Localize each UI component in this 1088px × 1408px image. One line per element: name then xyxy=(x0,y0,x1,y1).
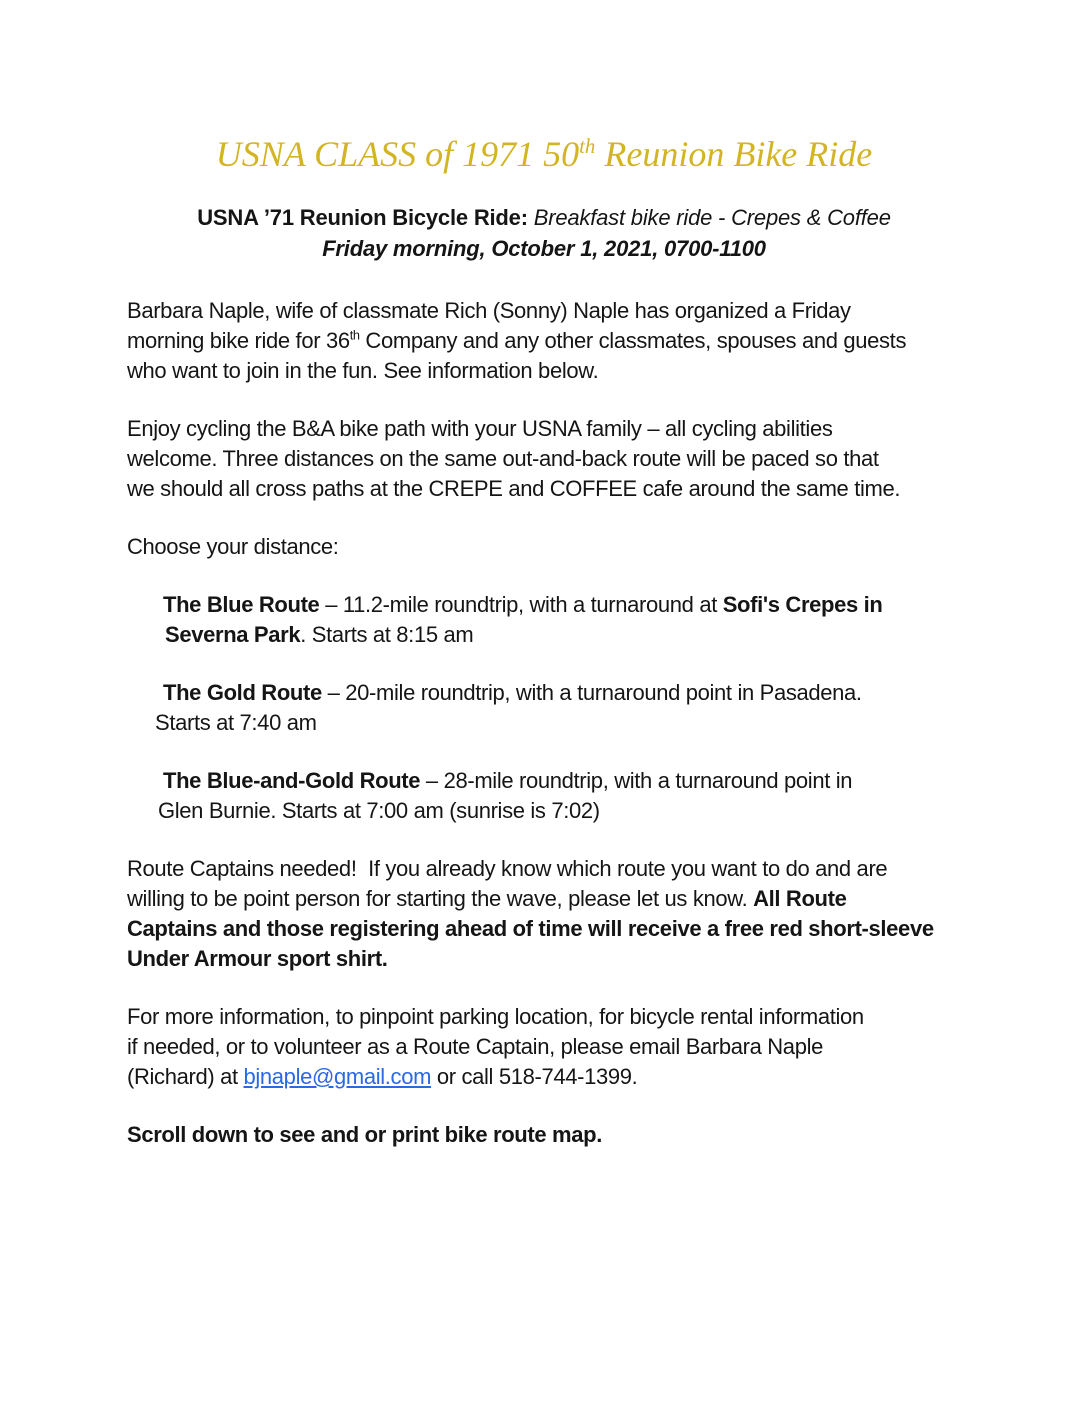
paragraph-line xyxy=(127,532,961,562)
text-run: th xyxy=(349,327,360,343)
title-run: Reunion Bike Ride xyxy=(595,134,873,174)
text-run: – 20-mile roundtrip, with a turnaround point in Pasadena. xyxy=(321,680,862,705)
text-run: welcome. Three distances on the same out-and-back route will be paced so that xyxy=(127,446,879,471)
text-run: or call 518-744-1399. xyxy=(431,1064,638,1089)
title-run: th xyxy=(579,134,596,158)
text-run: Under Armour sport shirt. xyxy=(127,946,388,971)
paragraph-line xyxy=(127,708,961,738)
route-blue-and-gold xyxy=(127,766,961,826)
paragraph-line xyxy=(127,296,961,326)
paragraph-line xyxy=(127,854,961,884)
paragraph-line xyxy=(127,474,961,504)
paragraph-line xyxy=(127,884,961,914)
paragraph-line xyxy=(127,944,961,974)
subtitle-run: USNA ’71 Reunion Bicycle Ride: xyxy=(197,205,534,230)
text-run: Sofi's Crepes in xyxy=(722,592,883,617)
text-run: The Blue-and-Gold Route xyxy=(163,768,421,793)
contact-paragraph xyxy=(127,1002,961,1092)
email-link[interactable]: bjnaple@gmail.com xyxy=(243,1064,432,1089)
text-run: who want to join in the fun. See information below. xyxy=(127,358,599,383)
paragraph-line xyxy=(127,914,961,944)
text-run: Route Captains needed! If you already know which route you want to do and are xyxy=(127,856,888,881)
text-run: Company and any other classmates, spouses and guests xyxy=(359,328,907,353)
text-run: All Route xyxy=(753,886,847,911)
text-run: willing to be point person for starting the wave, please let us know. xyxy=(127,886,754,911)
text-run: we should all cross paths at the CREPE and COFFEE cafe around the same time. xyxy=(127,476,901,501)
paragraph-line xyxy=(127,1032,961,1062)
text-run: if needed, or to volunteer as a Route Captain, please email Barbara Naple xyxy=(127,1034,824,1059)
document-body xyxy=(127,296,961,1150)
document-subtitle xyxy=(127,202,961,264)
paragraph-line xyxy=(127,1002,961,1032)
scroll-note xyxy=(127,1120,961,1150)
subtitle-line xyxy=(127,233,961,264)
paragraph-line xyxy=(127,590,961,620)
text-run: – 28-mile roundtrip, with a turnaround point in xyxy=(420,768,853,793)
subtitle-run: Breakfast bike ride - Crepes & Coffee xyxy=(533,205,891,230)
text-run: (Richard) at xyxy=(127,1064,244,1089)
document-title xyxy=(127,132,961,176)
paragraph-line xyxy=(127,414,961,444)
intro-paragraph xyxy=(127,296,961,386)
text-run: Captains and those registering ahead of time will receive a free red short-sleeve xyxy=(127,916,934,941)
paragraph-line xyxy=(127,356,961,386)
text-run: Barbara Naple, wife of classmate Rich (Sonny) Naple has organized a Friday xyxy=(127,298,851,323)
route-gold xyxy=(127,678,961,738)
text-run: – 11.2-mile roundtrip, with a turnaround at xyxy=(319,592,723,617)
text-run: Scroll down to see and or print bike route map. xyxy=(127,1122,602,1147)
subtitle-run: Friday morning, October 1, 2021, 0700-1100 xyxy=(322,236,766,261)
paragraph-line xyxy=(127,678,961,708)
paragraph-line xyxy=(127,796,961,826)
text-run: For more information, to pinpoint parking location, for bicycle rental information xyxy=(127,1004,864,1029)
text-run: Choose your distance: xyxy=(127,534,339,559)
text-run: Severna Park xyxy=(165,622,301,647)
subtitle-line xyxy=(127,202,961,233)
text-run: . Starts at 8:15 am xyxy=(300,622,474,647)
paragraph-line xyxy=(127,766,961,796)
text-run: The Blue Route xyxy=(163,592,320,617)
route-captains-paragraph xyxy=(127,854,961,974)
paragraph-line xyxy=(127,620,961,650)
text-run: The Gold Route xyxy=(163,680,322,705)
overview-paragraph xyxy=(127,414,961,504)
text-run: Starts at 7:40 am xyxy=(155,710,317,735)
text-run: morning bike ride for 36 xyxy=(127,328,350,353)
title-run: USNA CLASS of 1971 50 xyxy=(215,134,580,174)
paragraph-line xyxy=(127,1120,961,1150)
choose-distance-heading xyxy=(127,532,961,562)
text-run: Glen Burnie. Starts at 7:00 am (sunrise is 7:02) xyxy=(158,798,600,823)
route-blue xyxy=(127,590,961,650)
paragraph-line xyxy=(127,326,961,356)
paragraph-line xyxy=(127,444,961,474)
paragraph-line xyxy=(127,1062,961,1092)
text-run: Enjoy cycling the B&A bike path with your USNA family – all cycling abilities xyxy=(127,416,833,441)
